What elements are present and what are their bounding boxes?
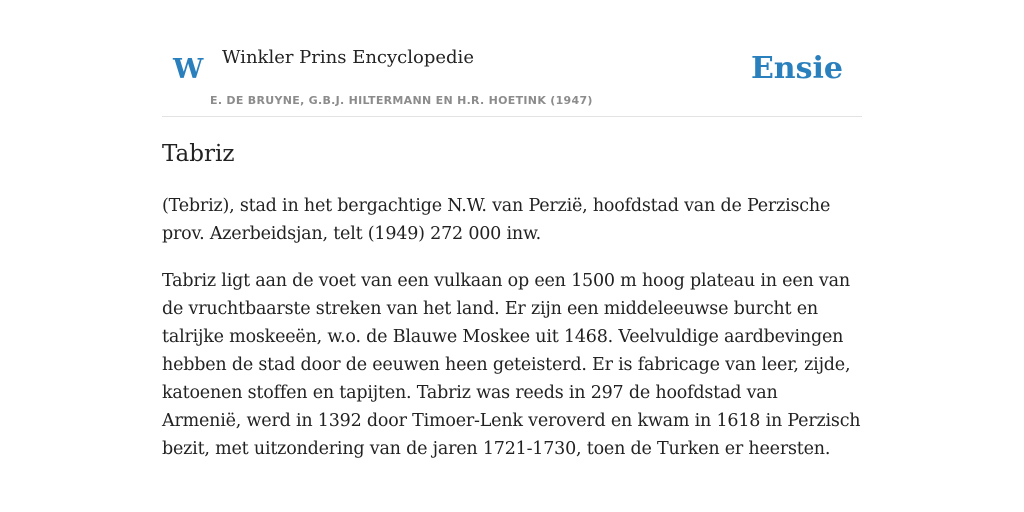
site-header: [162, 0, 862, 117]
article-content: [162, 138, 862, 463]
site-title-link[interactable]: Winkler Prins Encyclopedie: [222, 47, 474, 68]
ensie-brand-logo[interactable]: Ensie: [750, 51, 843, 86]
article-paragraph-2: Tabriz ligt aan de voet van een vulkaan op een 1500 m hoog plateau in een van de vruchtbaarste streken van het land. Er zijn een middeleeuwse burcht en talrijke moskeeën, w.o. de Blauwe Moskee uit 1468. Veelvuldige aardbevingen hebben de stad door de eeuwen heen geteisterd. Er is fabricage van leer, zijde, katoenen stoffen en tapijten. Tabriz was reeds in 297 de hoofdstad van Armenië, werd in 1392 door Timoer-Lenk veroverd en kwam in 1618 in Perzisch bezit, met uitzondering van de jaren 1721-1730, toen de Turken er heersten.: [162, 271, 861, 459]
site-authors: E. DE BRUYNE, G.B.J. HILTERMANN EN H.R. HOETINK (1947): [210, 94, 593, 107]
article-paragraph-1: (Tebriz), stad in het bergachtige N.W. van Perzië, hoofdstad van de Perzische prov. Azerbeidsjan, telt (1949) 272 000 inw.: [162, 196, 831, 244]
article-title: Tabriz: [162, 141, 235, 167]
encyclopedia-logo[interactable]: W: [173, 54, 204, 85]
